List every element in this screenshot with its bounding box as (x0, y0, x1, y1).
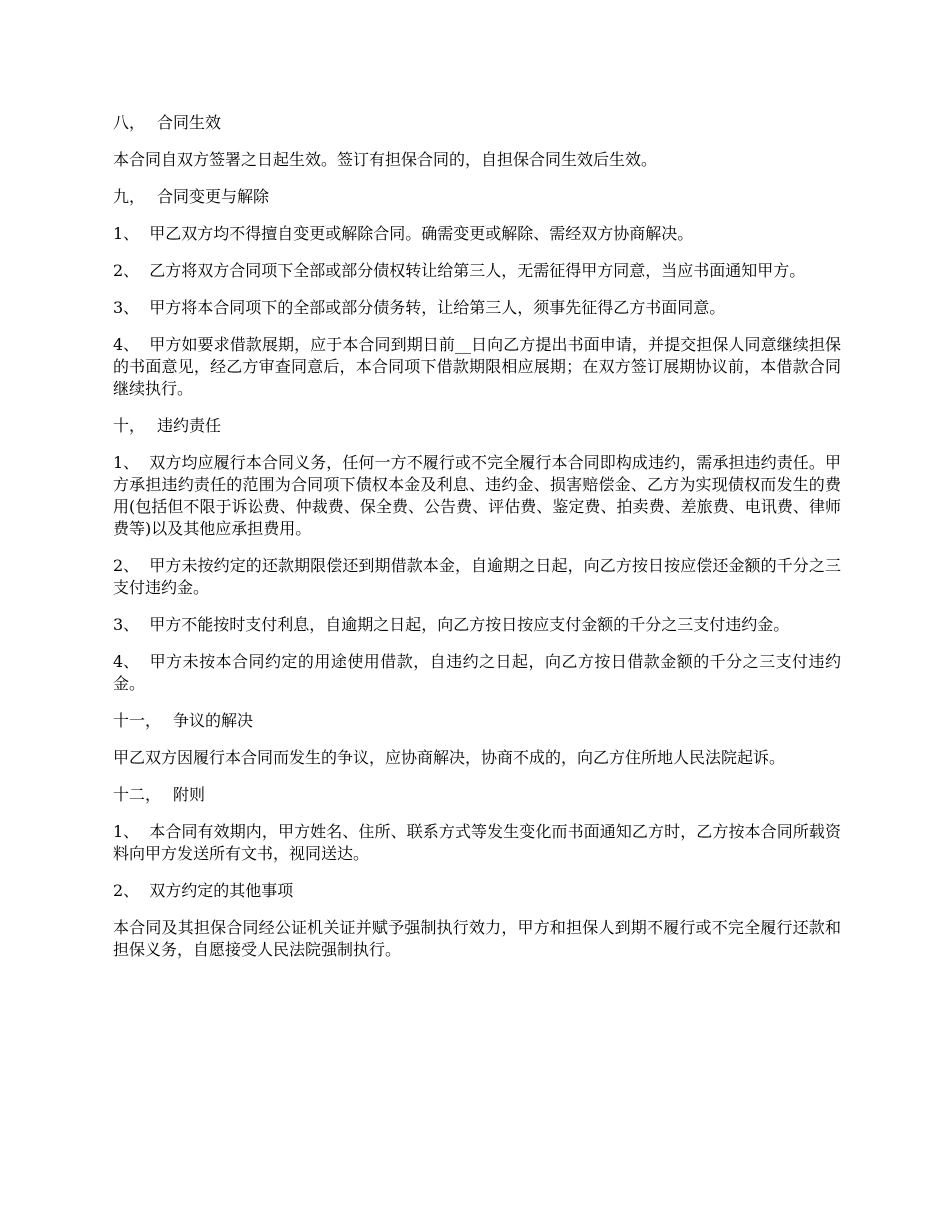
section-number: 十， (113, 416, 146, 435)
section-heading-8 (113, 112, 841, 134)
clause-item (113, 555, 841, 599)
clause-text: 甲方如要求借款展期，应于本合同到期日前__日向乙方提出书面申请，并提交担保人同意继续担保的书面意见，经乙方审查同意后，本合同项下借款期限相应展期；在双方签订展期协议前，本借款合同继续执行。 (113, 335, 841, 398)
clause-item (113, 452, 841, 540)
clause-text: 甲方未按约定的还款期限偿还到期借款本金，自逾期之日起，向乙方按日按应偿还金额的千分之三支付违约金。 (113, 556, 841, 597)
clause-item (113, 334, 841, 400)
paragraph: 甲乙双方因履行本合同而发生的争议，应协商解决，协商不成的，向乙方住所地人民法院起诉。 (113, 748, 786, 767)
clause-number: 2、 (113, 261, 140, 280)
clause-item (113, 223, 841, 245)
clause-number: 1、 (113, 224, 140, 243)
section-heading-12 (113, 784, 841, 806)
section-heading-10 (113, 415, 841, 437)
clause-number: 1、 (113, 453, 140, 472)
clause-number: 2、 (113, 556, 140, 575)
section-number: 九， (113, 187, 146, 206)
clause-number: 4、 (113, 335, 140, 354)
paragraph: 本合同及其担保合同经公证机关证并赋予强制执行效力，甲方和担保人到期不履行或不完全履行还款和担保义务，自愿接受人民法院强制执行。 (113, 918, 841, 959)
clause-text: 乙方将双方合同项下全部或部分债权转让给第三人，无需征得甲方同意，当应书面通知甲方。 (149, 261, 806, 280)
clause-number: 3、 (113, 298, 140, 317)
clause-text: 甲方将本合同项下的全部或部分债务转，让给第三人，须事先征得乙方书面同意。 (149, 298, 726, 317)
clause-item (113, 260, 841, 282)
clause-item (113, 614, 841, 636)
clause-number: 1、 (113, 822, 140, 841)
section-title: 合同生效 (157, 113, 222, 132)
section-number: 十一， (113, 711, 162, 730)
document-page (113, 112, 841, 976)
section-number: 十二， (113, 785, 162, 804)
clause-item (113, 297, 841, 319)
clause-item (113, 880, 841, 902)
clause-item (113, 651, 841, 695)
clause-text: 双方均应履行本合同义务，任何一方不履行或不完全履行本合同即构成违约，需承担违约责任。甲方承担违约责任的范围为合同项下债权本金及利息、违约金、损害赔偿金、乙方为实现债权而发生的费用(包括但不限于诉讼费、仲裁费、保全费、公告费、评估费、鉴定费、拍卖费、差旅费、电讯费、律师费等)以及其他应承担费用。 (113, 453, 841, 538)
paragraph: 本合同自双方签署之日起生效。签订有担保合同的，自担保合同生效后生效。 (113, 150, 658, 169)
section-title: 附则 (173, 785, 206, 804)
section-number: 八， (113, 113, 146, 132)
clause-number: 2、 (113, 881, 140, 900)
section-heading-9 (113, 186, 841, 208)
clause-text: 甲乙双方均不得擅自变更或解除合同。确需变更或解除、需经双方协商解决。 (149, 224, 694, 243)
clause-text: 甲方未按本合同约定的用途使用借款，自违约之日起，向乙方按日借款金额的千分之三支付违约金。 (113, 652, 841, 693)
section-title: 违约责任 (157, 416, 222, 435)
section-title: 合同变更与解除 (157, 187, 270, 206)
section-title: 争议的解决 (173, 711, 254, 730)
clause-number: 4、 (113, 652, 140, 671)
clause-text: 双方约定的其他事项 (149, 881, 294, 900)
clause-item (113, 821, 841, 865)
section-heading-11 (113, 710, 841, 732)
clause-text: 本合同有效期内，甲方姓名、住所、联系方式等发生变化而书面通知乙方时，乙方按本合同所载资料向甲方发送所有文书，视同送达。 (113, 822, 841, 863)
clause-number: 3、 (113, 615, 140, 634)
clause-text: 甲方不能按时支付利息，自逾期之日起，向乙方按日按应支付金额的千分之三支付违约金。 (149, 615, 790, 634)
